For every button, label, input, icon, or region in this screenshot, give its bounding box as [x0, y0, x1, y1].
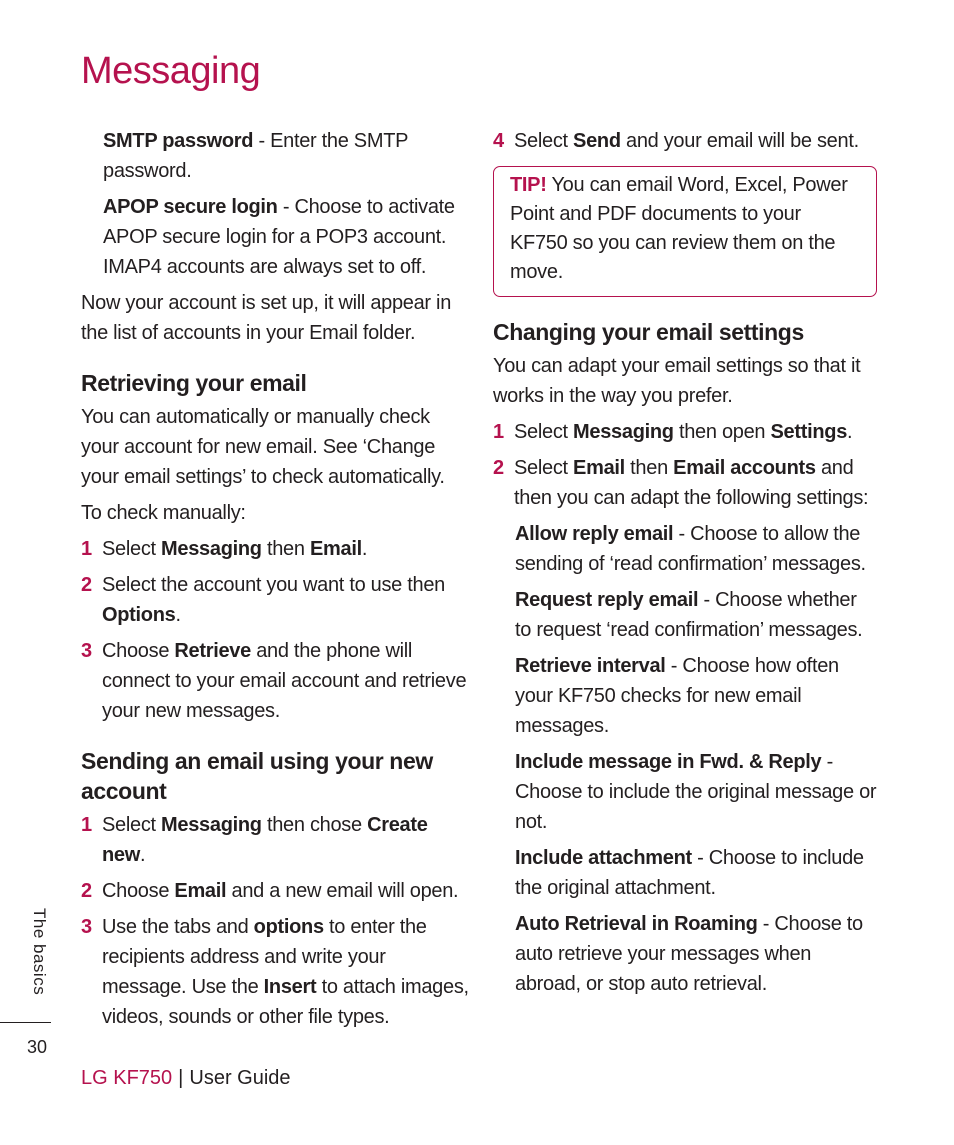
- option-text: - Choose how often your KF750 checks for new email messages.: [515, 655, 839, 737]
- step-text: and then you can adapt the following settings:: [514, 457, 869, 509]
- step-bold: Messaging: [573, 421, 674, 443]
- sending-email-heading: Sending an email using your new account: [81, 748, 433, 804]
- option-label: SMTP password: [103, 130, 254, 152]
- retrieving-email-heading: Retrieving your email: [81, 370, 307, 396]
- step-text: Select: [514, 421, 574, 443]
- step-bold: Send: [573, 130, 621, 152]
- step-number: 1: [81, 538, 92, 560]
- footer-separator: |: [178, 1067, 184, 1089]
- account-setup-paragraph: Now your account is set up, it will appear in the list of accounts in your Email folder.: [81, 292, 452, 344]
- step-item: [81, 810, 469, 870]
- setting-option: [515, 747, 877, 837]
- step-item: [493, 417, 877, 447]
- step-text: Use the tabs and: [102, 916, 254, 938]
- option-text: - Choose to auto retrieve your messages when abroad, or stop auto retrieval.: [515, 913, 863, 995]
- step-text: and your email will be sent.: [620, 130, 859, 152]
- option-label: APOP secure login: [103, 196, 278, 218]
- step-text: Select: [102, 814, 162, 836]
- step-bold: Retrieve: [174, 640, 251, 662]
- step-text: and the phone will connect to your email account and retrieve your new messages.: [102, 640, 467, 722]
- step-text: then open: [673, 421, 771, 443]
- right-column: [493, 126, 877, 1005]
- option-label: Request reply email: [515, 589, 699, 611]
- step-number: 4: [493, 130, 504, 152]
- footer-guide: User Guide: [189, 1067, 291, 1089]
- smtp-password-paragraph: [103, 126, 469, 186]
- setting-option: [515, 585, 877, 645]
- option-label: Include message in Fwd. & Reply: [515, 751, 822, 773]
- step-text: then: [624, 457, 674, 479]
- retrieve-intro: You can automatically or manually check your account for new email. See ‘Change your email settings’ to check automatically.: [81, 406, 445, 488]
- option-text: - Choose to activate APOP secure login for a POP3 account. IMAP4 accounts are always set to off.: [103, 196, 455, 278]
- settings-intro: You can adapt your email settings so that it works in the way you prefer.: [493, 355, 861, 407]
- step-text: then: [261, 538, 310, 560]
- step-bold: Settings: [770, 421, 848, 443]
- step-text: and a new email will open.: [226, 880, 459, 902]
- setting-option: [515, 843, 877, 903]
- step-bold: Email: [573, 457, 625, 479]
- step-bold: Create new: [102, 814, 428, 866]
- step-text: .: [140, 844, 146, 866]
- apop-login-paragraph: [103, 192, 469, 282]
- step-number: 2: [81, 574, 92, 596]
- step-text: Select: [514, 130, 574, 152]
- step-item: [81, 636, 469, 726]
- step-number: 1: [493, 421, 504, 443]
- step-text: Select the account you want to use then: [102, 574, 445, 596]
- option-text: - Choose to include the original message or not.: [515, 751, 877, 833]
- step-number: 3: [81, 640, 92, 662]
- page-title: Messaging: [81, 50, 261, 92]
- step-bold: Messaging: [161, 814, 262, 836]
- step-text: Choose: [102, 640, 175, 662]
- footer-brand: LG KF750: [81, 1067, 173, 1089]
- step-bold: Messaging: [161, 538, 262, 560]
- option-label: Retrieve interval: [515, 655, 666, 677]
- step-text: then chose: [261, 814, 368, 836]
- step-item: [493, 453, 877, 513]
- step-item: [81, 570, 469, 630]
- option-text: - Choose to include the original attachment.: [515, 847, 864, 899]
- tip-label: TIP!: [510, 174, 547, 196]
- side-divider: [0, 1022, 51, 1023]
- step-bold: Options: [102, 604, 176, 626]
- step-text: Choose: [102, 880, 175, 902]
- option-label: Allow reply email: [515, 523, 674, 545]
- step-item: [81, 912, 469, 1032]
- step-text: .: [361, 538, 368, 560]
- changing-settings-heading: Changing your email settings: [493, 319, 804, 345]
- option-text: - Enter the SMTP password.: [103, 130, 408, 182]
- footer: [81, 1064, 291, 1092]
- manual-check-intro: To check manually:: [81, 502, 246, 524]
- setting-option: [515, 519, 877, 579]
- step-text: Select: [514, 457, 574, 479]
- step-text: .: [175, 604, 181, 626]
- step-bold: options: [253, 916, 324, 938]
- option-text: - Choose whether to request ‘read confirmation’ messages.: [515, 589, 863, 641]
- step-number: 2: [493, 457, 504, 479]
- step-number: 1: [81, 814, 92, 836]
- option-label: Include attachment: [515, 847, 692, 869]
- step-text: Select: [102, 538, 162, 560]
- tip-text: You can email Word, Excel, Power Point and PDF documents to your KF750 so you can review them on the move.: [510, 174, 848, 283]
- step-text: .: [847, 421, 853, 443]
- section-side-label: The basics: [30, 908, 49, 996]
- step-bold: Email: [309, 538, 362, 560]
- step-item: [493, 126, 877, 156]
- page-number: 30: [27, 1037, 48, 1057]
- setting-option: [515, 909, 877, 999]
- step-bold: Email accounts: [673, 457, 816, 479]
- step-number: 3: [81, 916, 92, 938]
- left-column: [81, 126, 469, 1038]
- setting-option: [515, 651, 877, 741]
- option-text: - Choose to allow the sending of ‘read confirmation’ messages.: [515, 523, 866, 575]
- step-item: [81, 876, 469, 906]
- step-bold: Insert: [263, 976, 317, 998]
- option-label: Auto Retrieval in Roaming: [515, 913, 758, 935]
- step-bold: Email: [174, 880, 227, 902]
- step-text: to enter the recipients address and write your message. Use the: [102, 916, 427, 998]
- step-item: [81, 534, 469, 564]
- tip-box: [493, 166, 877, 297]
- step-number: 2: [81, 880, 92, 902]
- step-text: to attach images, videos, sounds or other file types.: [102, 976, 469, 1028]
